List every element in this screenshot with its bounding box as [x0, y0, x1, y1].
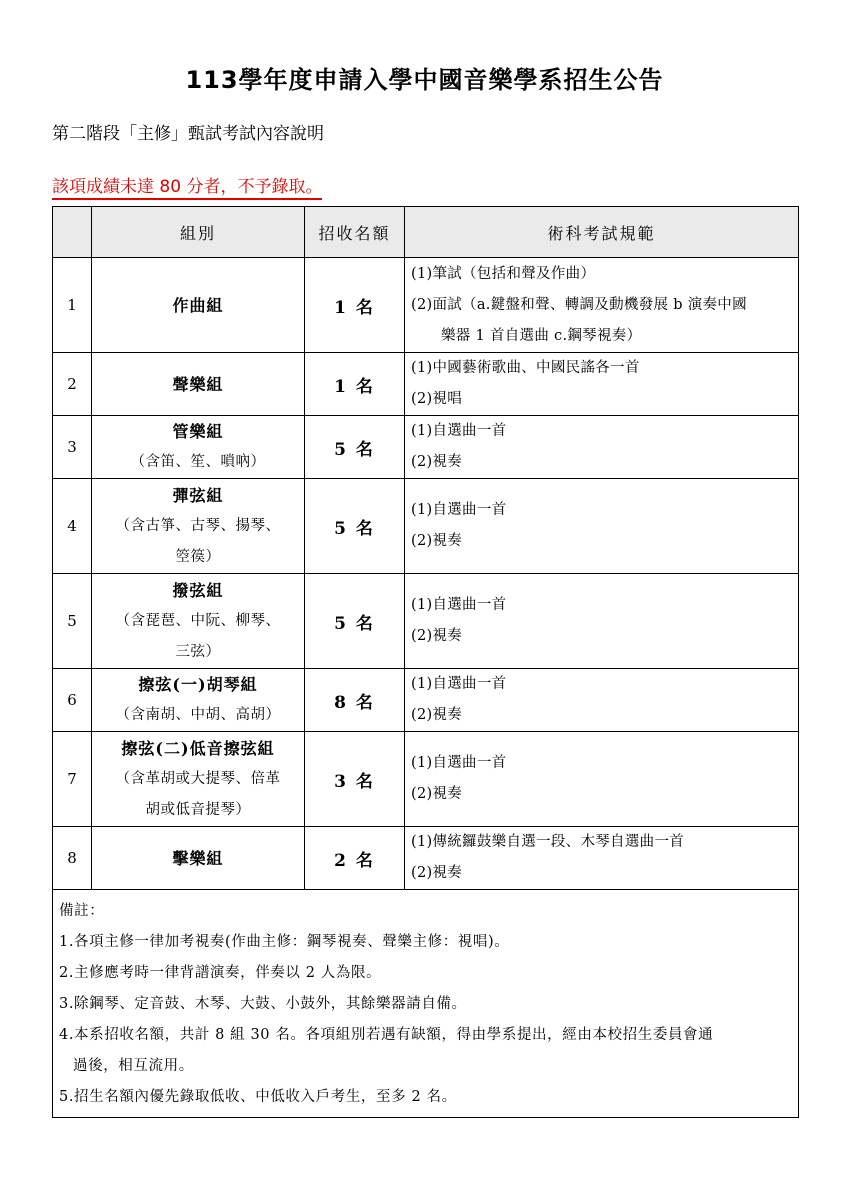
- group-cell: [92, 479, 305, 574]
- document-title: 113學年度申請入學中國音樂學系招生公告: [185, 66, 664, 94]
- row-number: 7: [53, 732, 92, 827]
- exam-item: (1)中國藝術歌曲、中國民謠各一首: [411, 360, 640, 376]
- document-subtitle: 第二階段「主修」甄試考試內容說明: [52, 124, 324, 144]
- group-cell: [92, 258, 305, 353]
- note-item-continued: 過後，相互流用。: [73, 1058, 194, 1074]
- group-name: 管樂組: [172, 422, 224, 441]
- group-instruments: 箜篌）: [175, 548, 221, 565]
- row-number: 4: [53, 479, 92, 574]
- header-quota: 招收名額: [305, 207, 405, 258]
- exam-spec-cell: [405, 353, 799, 416]
- note-item: 4.本系招收名額，共計 8 組 30 名。各項組別若遇有缺額，得由學系提出，經由本校招生委員會通: [59, 1027, 714, 1043]
- note-item: 2.主修應考時一律背譜演奏，伴奏以 2 人為限。: [59, 965, 382, 981]
- quota-cell: 3 名: [305, 732, 405, 827]
- quota-cell: 2 名: [305, 827, 405, 890]
- table-row: [53, 732, 799, 827]
- header-spec: 術科考試規範: [405, 207, 799, 258]
- header-num: [53, 207, 92, 258]
- exam-item: (1)自選曲一首: [411, 502, 507, 518]
- exam-item: 樂器 1 首自選曲 c.鋼琴視奏）: [441, 327, 642, 344]
- table-row: [53, 827, 799, 890]
- notes-heading: 備註：: [59, 903, 105, 919]
- row-number: 2: [53, 353, 92, 416]
- group-name: 擦弦(二)低音擦弦組: [121, 738, 275, 758]
- group-name: 擦弦(一)胡琴組: [138, 675, 258, 694]
- exam-item: (2)視奏: [411, 865, 463, 881]
- quota-cell: 1 名: [305, 353, 405, 416]
- notes-cell: [53, 890, 799, 1118]
- group-name: 撥弦組: [172, 580, 224, 600]
- group-cell: [92, 669, 305, 732]
- exam-item: (1)筆試（包括和聲及作曲）: [411, 265, 596, 282]
- exam-spec-cell: [405, 669, 799, 732]
- exam-item: (1)自選曲一首: [411, 423, 507, 439]
- quota-cell: 1 名: [305, 258, 405, 353]
- quota-cell: 5 名: [305, 574, 405, 669]
- table-row: [53, 574, 799, 669]
- note-item: 5.招生名額內優先錄取低收、中低收入戶考生，至多 2 名。: [59, 1089, 457, 1105]
- exam-spec-cell: [405, 574, 799, 669]
- exam-item: (2)視奏: [411, 707, 463, 723]
- quota-cell: 5 名: [305, 479, 405, 574]
- row-number: 5: [53, 574, 92, 669]
- exam-table: [52, 206, 799, 1118]
- score-warning: 該項成績未達 80 分者，不予錄取。: [52, 172, 322, 200]
- exam-item: (2)視奏: [411, 786, 463, 802]
- group-cell: [92, 827, 305, 890]
- group-instruments: （含笛、笙、嗩吶）: [130, 454, 266, 470]
- group-instruments: （含南胡、中胡、高胡）: [115, 707, 281, 723]
- group-cell: [92, 574, 305, 669]
- group-instruments: （含古箏、古琴、揚琴、: [115, 517, 281, 534]
- group-name: 擊樂組: [172, 848, 224, 868]
- exam-item: (2)視奏: [411, 454, 463, 470]
- group-instruments: 胡或低音提琴）: [145, 801, 251, 818]
- exam-spec-cell: [405, 258, 799, 353]
- exam-item: (2)面試（a.鍵盤和聲、轉調及動機發展 b 演奏中國: [411, 296, 747, 313]
- exam-spec-cell: [405, 479, 799, 574]
- exam-spec-cell: [405, 827, 799, 890]
- table-header-row: [53, 207, 799, 258]
- table-body: [53, 258, 799, 1118]
- exam-item: (2)視唱: [411, 391, 463, 407]
- group-name: 彈弦組: [172, 485, 224, 505]
- group-cell: [92, 732, 305, 827]
- exam-spec-cell: [405, 416, 799, 479]
- exam-spec-cell: [405, 732, 799, 827]
- row-number: 1: [53, 258, 92, 353]
- group-instruments: （含琵琶、中阮、柳琴、: [115, 612, 281, 629]
- row-number: 8: [53, 827, 92, 890]
- group-instruments: 三弦）: [175, 643, 221, 660]
- notes-row: [53, 890, 799, 1118]
- group-name: 作曲組: [172, 295, 224, 315]
- exam-item: (2)視奏: [411, 628, 463, 644]
- group-cell: [92, 416, 305, 479]
- note-item: 3.除鋼琴、定音鼓、木琴、大鼓、小鼓外，其餘樂器請自備。: [59, 996, 467, 1012]
- header-group: 組別: [92, 207, 305, 258]
- table-row: [53, 258, 799, 353]
- exam-item: (1)傳統鑼鼓樂自選一段、木琴自選曲一首: [411, 834, 685, 850]
- note-item: 1.各項主修一律加考視奏(作曲主修：鋼琴視奏、聲樂主修：視唱)。: [59, 934, 510, 950]
- quota-cell: 5 名: [305, 416, 405, 479]
- row-number: 6: [53, 669, 92, 732]
- exam-item: (1)自選曲一首: [411, 597, 507, 613]
- exam-item: (1)自選曲一首: [411, 755, 507, 771]
- table-row: [53, 353, 799, 416]
- quota-cell: 8 名: [305, 669, 405, 732]
- group-cell: [92, 353, 305, 416]
- table-row: [53, 669, 799, 732]
- group-name: 聲樂組: [172, 374, 224, 394]
- row-number: 3: [53, 416, 92, 479]
- group-instruments: （含革胡或大提琴、倍革: [115, 770, 281, 787]
- exam-item: (2)視奏: [411, 533, 463, 549]
- table-row: [53, 479, 799, 574]
- exam-item: (1)自選曲一首: [411, 676, 507, 692]
- table-row: [53, 416, 799, 479]
